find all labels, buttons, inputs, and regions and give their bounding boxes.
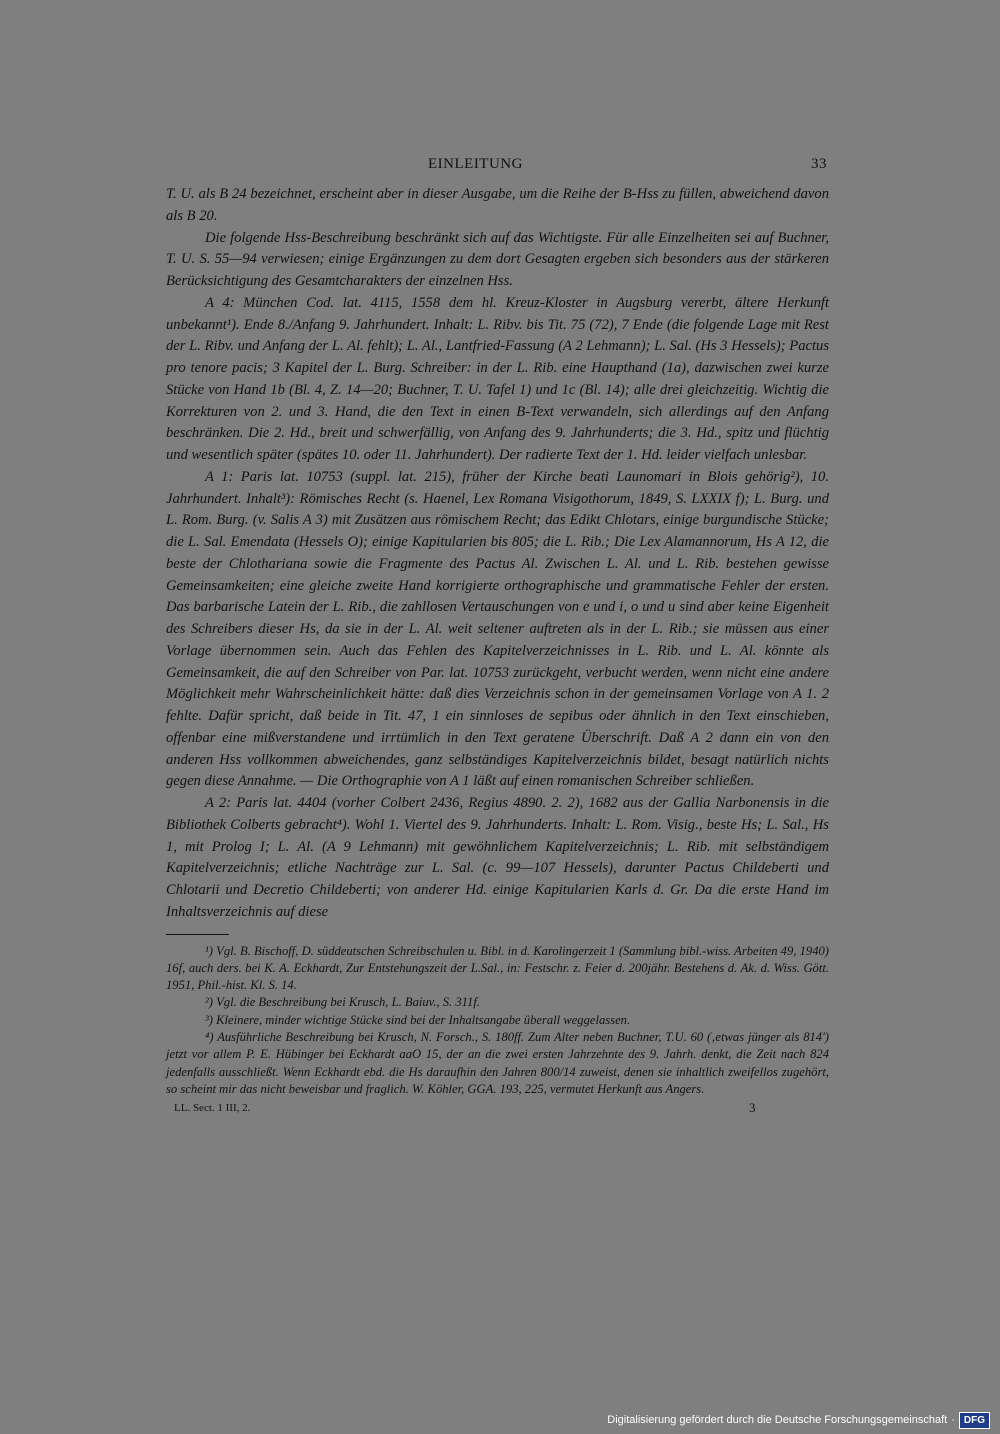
paragraph: Die folgende Hss-Beschreibung beschränkt sich auf das Wichtigste. Für alle Einzelheiten sei auf Buchner, T. U. S. 55—94 verwiesen; einige Ergänzungen zu dem dort Gesagten ergeben sich besonders aus der stärkeren Berücksichtigung des Gesamtcharakters der einzelnen Hss. xyxy=(166,229,829,289)
paragraph: T. U. als B 24 bezeichnet, erscheint aber in dieser Ausgabe, um die Reihe der B-Hss zu füllen, abweichend davon als B 20. xyxy=(166,186,829,224)
page-number: 33 xyxy=(811,156,827,172)
footnotes xyxy=(166,943,829,1099)
credit-text: Digitalisierung gefördert durch die Deutsche Forschungsgemeinschaft xyxy=(607,1414,948,1426)
paragraph: A 2: Paris lat. 4404 (vorher Colbert 2436, Regius 4890. 2. 2), 1682 aus der Gallia Narbonensis in die Bibliothek Colberts gebracht⁴). Wohl 1. Viertel des 9. Jahrhunderts. Inhalt: L. Rom. Visig., beste Hs; L. Sal., Hs 1, mit Prolog I; L. Al. (A 9 Lehmann) mit gewöhnlichem Kapitelverzeichnis; L. Rib. mit selbständigem Kapitelverzeichnis; etliche Nachträge zur L. Sal. (c. 99—107 Hessels), darunter Pactus Childeberti und Chlotarii und Decretio Childeberti; von anderer Hd. einige Kapitularien Karls d. Gr. Da die erste Hand im Inhaltsverzeichnis auf diese xyxy=(166,795,829,920)
dfg-credit xyxy=(607,1410,990,1430)
credit-separator: · xyxy=(951,1414,955,1426)
paragraph: A 1: Paris lat. 10753 (suppl. lat. 215), früher der Kirche beati Launomari in Blois gehörig²), 10. Jahrhundert. Inhalt³): Römisches Recht (s. Haenel, Lex Romana Visigothorum, 1849, S. LXXIX f); L. Burg. und L. Rom. Burg. (v. Salis A 3) mit Zusätzen aus römischem Recht; das Edikt Chlotars, einige burgundische Stücke; die L. Sal. Emendata (Hessels O); einige Kapitularien bis 805; die L. Rib.; Die Lex Alamannorum, Hs A 12, die beste der Chlothariana sowie die Fragmente des Pactus Al. Zwischen L. Al. und L. Rib. bestehen gewisse Gemeinsamkeiten; eine gleiche zweite Hand korrigierte orthographische und grammatische Fehler der ersten. Das barbarische Latein der L. Rib., die zahllosen Vertauschungen von e und i, o und u sind aber keine Eigenheit des Schreibers dieser Hs, da sie in der L. Al. weit seltener auftreten als in der L. Rib.; sie müssen aus einer Vorlage übernommen sein. Auch das Fehlen des Kapitelverzeichnisses in L. Rib. und L. Al. könnte als Gemeinsamkeit, die auf den Schreiber von Par. lat. 10753 zurückgeht, verbucht werden, wenn nicht eine andere Möglichkeit mehr Wahrscheinlichkeit hätte: daß dies Verzeichnis schon in der gemeinsamen Vorlage von A 1. 2 fehlte. Dafür spricht, daß beide in Tit. 47, 1 ein sinnloses de sepibus oder ähnlich in den Text einschieben, offenbar eine mißverstandene und irrtümlich in den Text geratene Überschrift. Daß A 2 dann ein von den anderen Hss vollkommen abweichendes, ganz selbständiges Kapitelverzeichnis bildet, besagt natürlich nichts gegen diese Annahme. — Die Orthographie von A 1 läßt auf einen romanischen Schreiber schließen. xyxy=(166,468,829,790)
sheet-number: 3 xyxy=(749,1100,756,1116)
footnote: ¹) Vgl. B. Bischoff, D. süddeutschen Schreibschulen u. Bibl. in d. Karolingerzeit 1 (Sammlung bibl.-wiss. Arbeiten 49, 1940) 16f, auch ders. bei K. A. Eckhardt, Zur Entstehungszeit der L.Sal., in: Festschr. z. Feier d. 200jähr. Bestehens d. Ak. d. Wiss. Gött. 1951, Phil.-hist. Kl. S. 14. xyxy=(166,943,829,993)
sheet-footer xyxy=(166,1100,829,1120)
book-page xyxy=(166,150,829,1120)
sheet-signature: LL. Sect. 1 III, 2. xyxy=(174,1102,251,1115)
running-head-title: EINLEITUNG xyxy=(428,156,523,172)
body-text xyxy=(166,184,829,924)
footnote: ⁴) Ausführliche Beschreibung bei Krusch, N. Forsch., S. 180ff. Zum Alter neben Buchner, T.U. 60 (‚etwas jünger als 814') jetzt vor allem P. E. Hübinger bei Eckhardt aaO 15, der an die zwei ersten Jahrzehnte des 9. Jahrh. denkt, die Zeit nach 824 jedenfalls ausschließt. Wenn Eckhardt ebd. die Hs daraufhin den Jahren 800/14 zuweist, denen sie inhaltlich zweifellos zugehört, so scheint mir das nicht beweisbar und fraglich. W. Köhler, GGA. 193, 225, vermutet Herkunft aus Angers. xyxy=(166,1029,829,1096)
paragraph: A 4: München Cod. lat. 4115, 1558 dem hl. Kreuz-Kloster in Augsburg vererbt, ältere Herkunft unbekannt¹). Ende 8./Anfang 9. Jahrhundert. Inhalt: L. Ribv. bis Tit. 75 (72), 7 Ende (die folgende Lage mit Rest der L. Ribv. und Anfang der L. Al. fehlt); L. Al., Lantfried-Fassung (A 2 Lehmann); L. Sal. (Hs 3 Hessels); Pactus pro tenore pacis; 3 Kapitel der L. Burg. Schreiber: in der L. Rib. eine Haupthand (1a), dazwischen zwei kurze Stücke von Hand 1b (Bl. 4, Z. 14—20; Buchner, T. U. Tafel 1) und 1c (Bl. 14); alle drei gleichzeitig. Wichtig die Korrekturen von 2. und 3. Hand, die den Text in einen B-Text verwandeln, sich allerdings auf den Anfang beschränken. Die 2. Hd., breit und schwerfällig, von Anfang des 9. Jahrhunderts; die 3. Hd., spitz und flüchtig und wesentlich später (spätes 10. oder 11. Jahrhundert). Der radierte Text der 1. Hd. leider vielfach unlesbar. xyxy=(166,294,829,463)
dfg-logo-icon: DFG xyxy=(959,1412,990,1429)
running-head xyxy=(166,150,829,174)
footnote: ²) Vgl. die Beschreibung bei Krusch, L. Baiuv., S. 311f. xyxy=(205,995,480,1010)
footnote-divider xyxy=(166,934,229,935)
footnote: ³) Kleinere, minder wichtige Stücke sind bei der Inhaltsangabe überall weggelassen. xyxy=(205,1012,631,1027)
